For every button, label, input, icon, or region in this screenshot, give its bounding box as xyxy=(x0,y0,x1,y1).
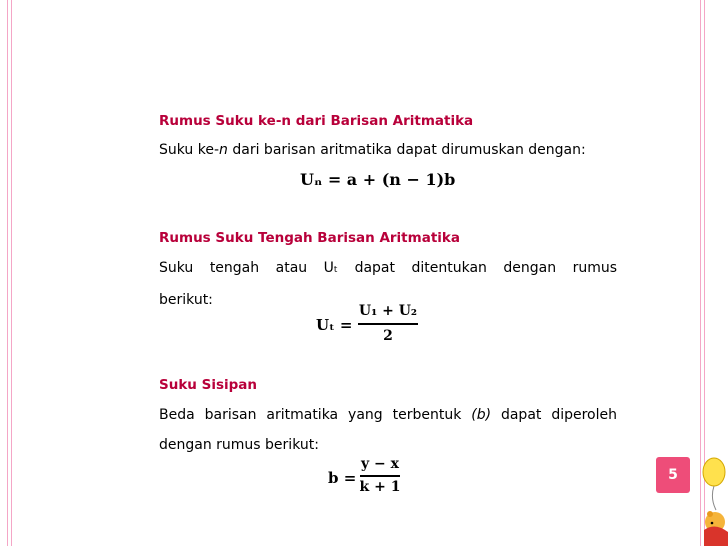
insertion-formula-lhs: b = xyxy=(328,469,357,487)
nth-term-formula: Uₙ = a + (n − 1)b xyxy=(300,170,456,189)
left-rule xyxy=(7,0,8,546)
section-heading-nth-term: Rumus Suku ke-n dari Barisan Aritmatika xyxy=(159,113,474,129)
fraction-bar xyxy=(360,475,400,477)
section-heading-middle-term: Rumus Suku Tengah Barisan Aritmatika xyxy=(159,230,460,246)
insertion-description: Beda barisan aritmatika yang terbentuk (b) dapat diperoleh xyxy=(159,407,617,423)
middle-term-formula-numerator: U₁ + U₂ xyxy=(358,303,418,319)
middle-term-formula-lhs: Uₜ = xyxy=(316,316,353,334)
insertion-formula-denominator: k + 1 xyxy=(359,479,401,495)
insertion-formula-numerator: y − x xyxy=(361,456,399,472)
bear-balloon-icon xyxy=(698,452,728,546)
middle-term-description-cont: berikut: xyxy=(159,292,213,308)
middle-term-formula-denominator: 2 xyxy=(383,328,393,344)
left-rule xyxy=(11,0,12,546)
page-number-badge: 5 xyxy=(656,457,690,493)
insertion-description-cont: dengan rumus berikut: xyxy=(159,437,319,453)
nth-term-description: Suku ke-n dari barisan aritmatika dapat dirumuskan dengan: xyxy=(159,142,586,158)
insertion-formula xyxy=(328,456,408,498)
middle-term-formula xyxy=(316,301,426,351)
section-heading-insertion: Suku Sisipan xyxy=(159,377,258,393)
middle-term-description: Suku tengah atau Uₜ dapat ditentukan dengan rumus xyxy=(159,260,618,276)
fraction-bar xyxy=(358,323,418,325)
